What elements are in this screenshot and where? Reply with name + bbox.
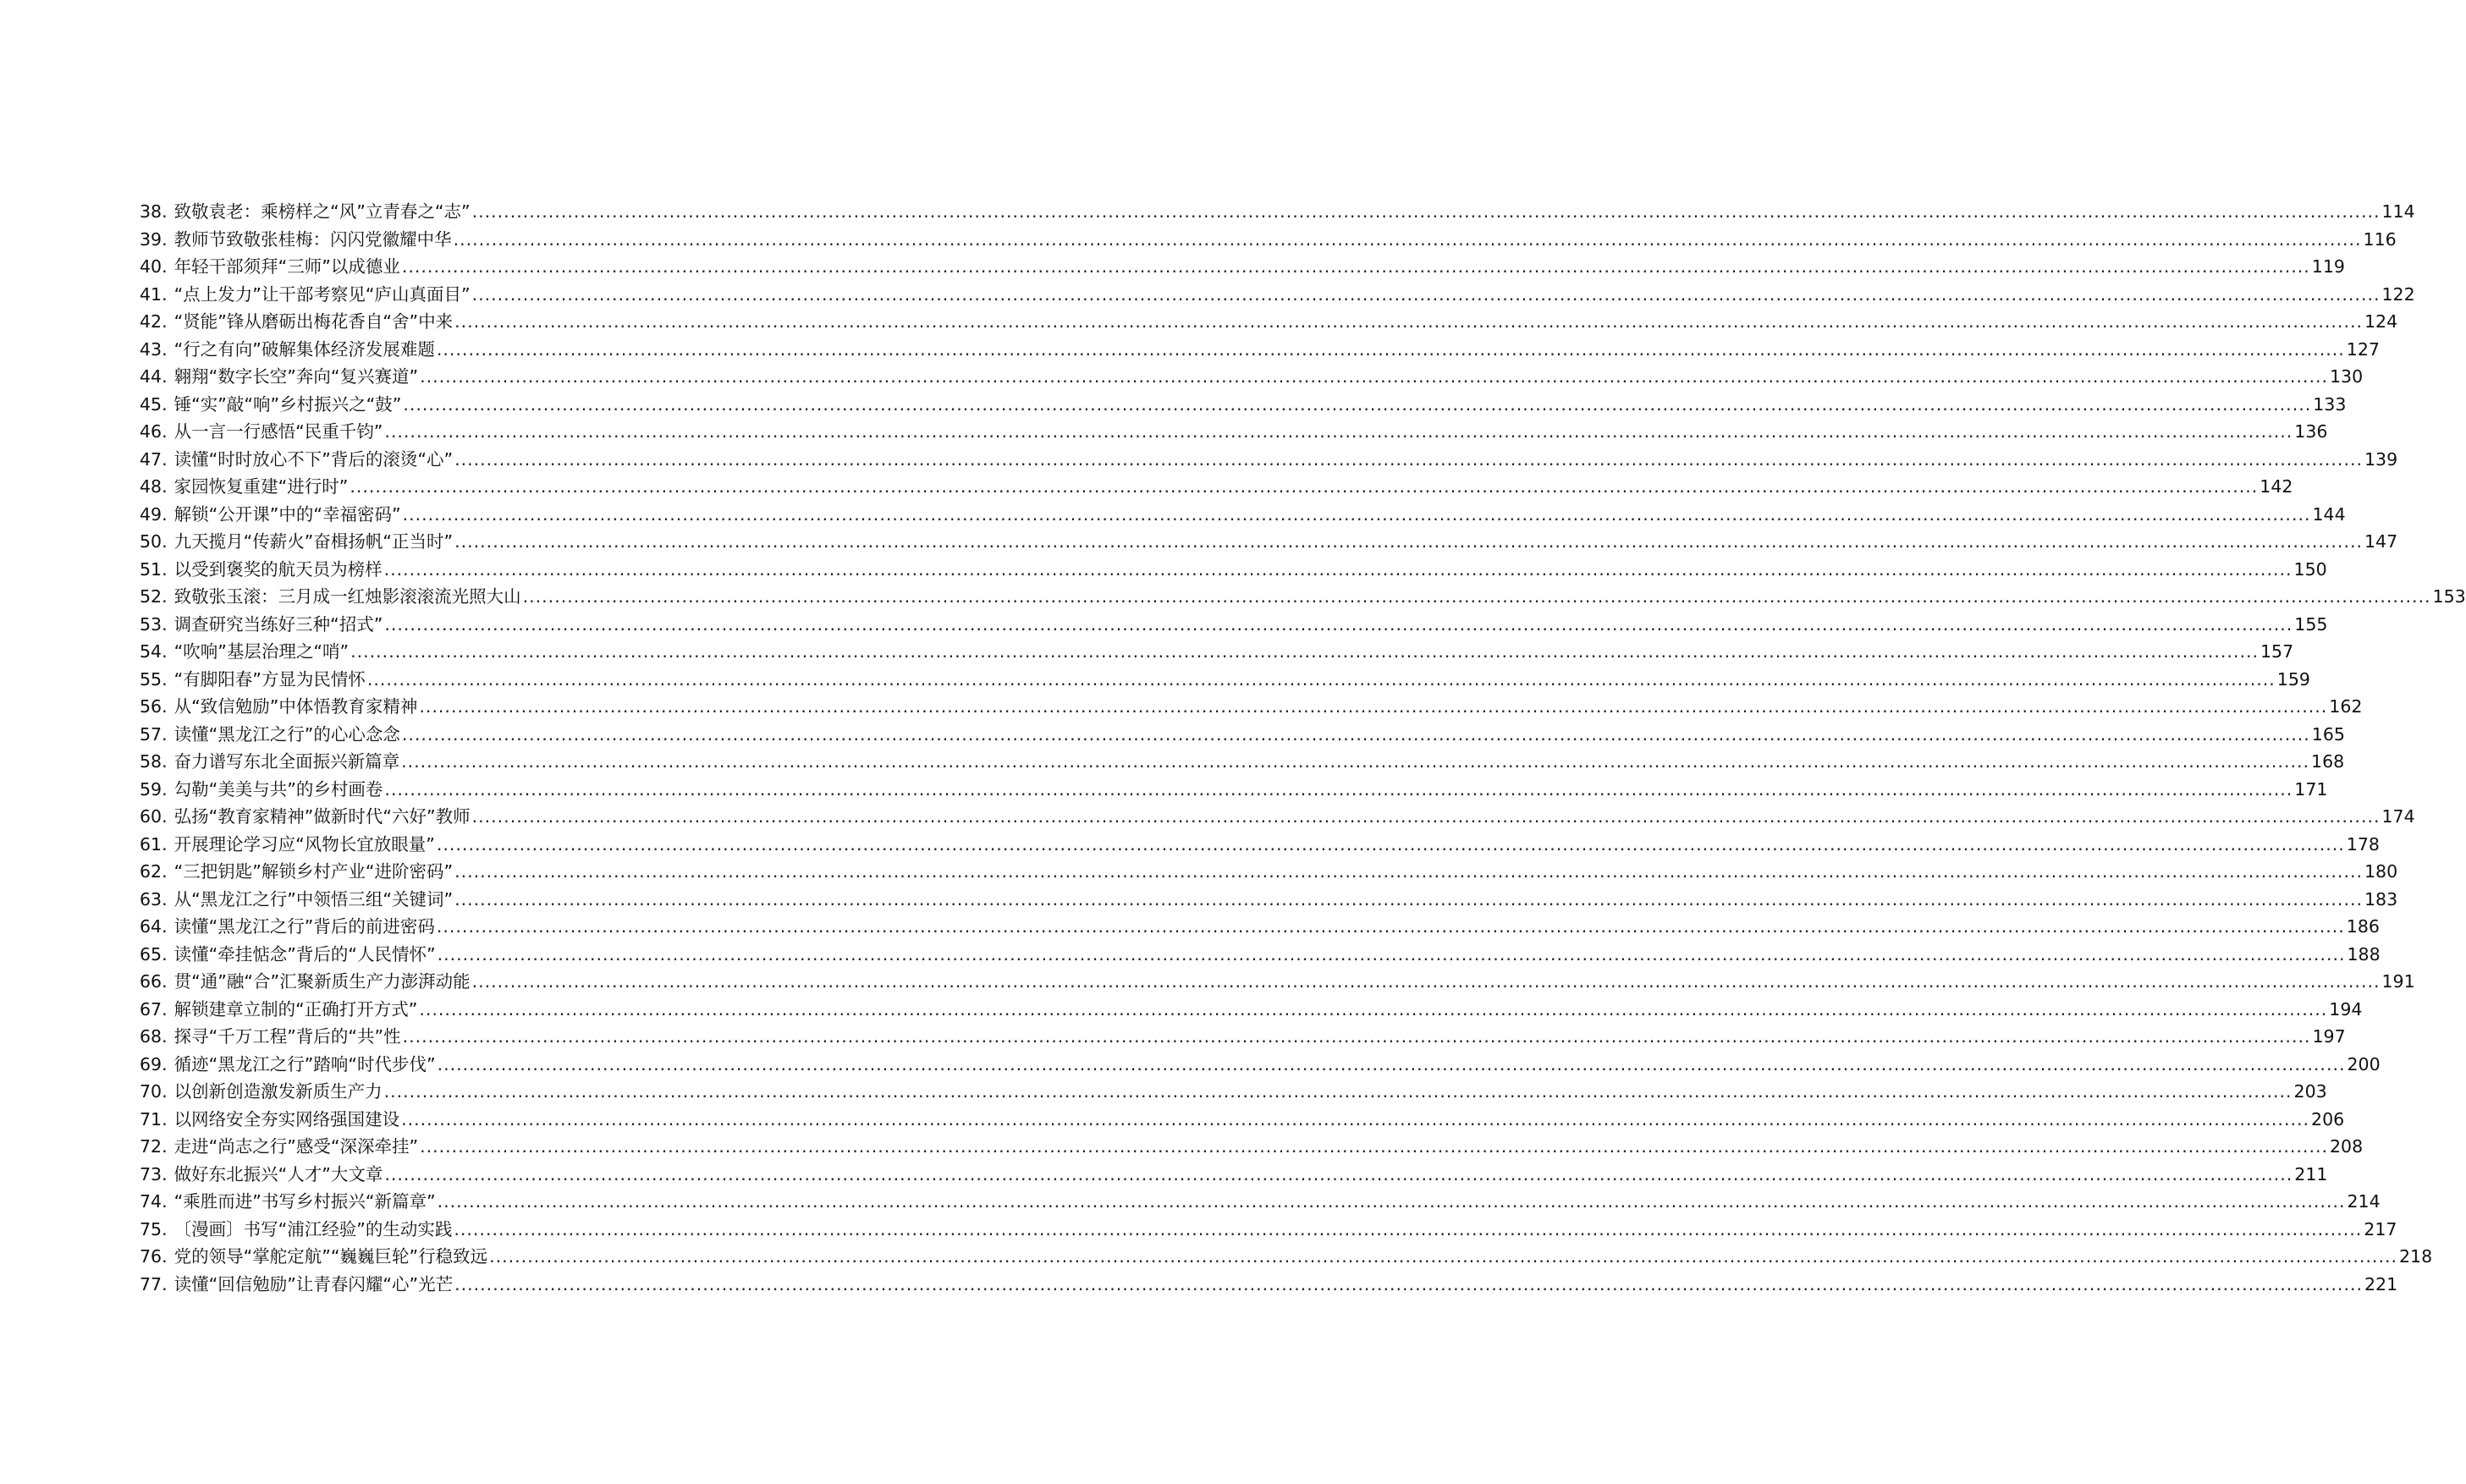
toc-entry[interactable] [140, 583, 2466, 611]
toc-entry-number: 67. [140, 998, 168, 1020]
toc-dot-leader: ............................................................................................................................................................................................................................................................................................................ [471, 283, 2381, 305]
toc-entry-title[interactable]: “点上发力”让干部考察见“庐山真面目” [173, 283, 471, 305]
toc-dot-leader: ............................................................................................................................................................................................................................................................................................................ [401, 256, 2310, 277]
toc-entry-title[interactable]: “有脚阳春”方显为民情怀 [173, 668, 366, 690]
toc-entry-page-number: 133 [2313, 393, 2347, 415]
toc-dot-leader: ............................................................................................................................................................................................................................................................................................................ [454, 861, 2364, 882]
toc-entry-page-number: 180 [2364, 861, 2398, 882]
toc-entry-title[interactable]: 锤“实”敲“响”乡村振兴之“鼓” [173, 393, 402, 415]
toc-entry[interactable] [140, 1023, 2346, 1051]
toc-entry-page-number: 124 [2364, 311, 2398, 332]
toc-entry-page-number: 203 [2293, 1081, 2327, 1102]
toc-entry[interactable] [140, 721, 2345, 749]
toc-entry-number: 72. [140, 1136, 168, 1157]
toc-entry-page-number: 208 [2330, 1136, 2364, 1157]
toc-entry[interactable] [140, 638, 2294, 666]
toc-entry[interactable] [140, 1243, 2433, 1271]
toc-entry-number: 39. [140, 228, 168, 250]
toc-entry-number: 59. [140, 778, 168, 800]
toc-list [140, 198, 2466, 1298]
toc-entry-title[interactable]: 从“致信勉励”中体悟教育家精神 [173, 696, 418, 717]
toc-dot-leader: ............................................................................................................................................................................................................................................................................................................ [366, 668, 2276, 690]
toc-dot-leader: ............................................................................................................................................................................................................................................................................................................ [384, 1163, 2293, 1184]
toc-entry-number: 42. [140, 311, 168, 332]
toc-entry[interactable] [140, 226, 2397, 254]
toc-entry[interactable] [140, 418, 2328, 446]
toc-entry-page-number: 183 [2364, 888, 2398, 910]
toc-entry-number: 71. [140, 1108, 168, 1129]
toc-entry-title[interactable]: 致敬张玉滚：三月成一红烛影滚滚流光照大山 [173, 586, 521, 607]
toc-entry-page-number: 130 [2330, 366, 2364, 387]
toc-dot-leader: ............................................................................................................................................................................................................................................................................................................ [419, 696, 2328, 717]
toc-dot-leader: ............................................................................................................................................................................................................................................................................................................ [454, 531, 2364, 552]
toc-entry-number: 41. [140, 283, 168, 305]
toc-entry-number: 62. [140, 861, 168, 882]
toc-entry-page-number: 119 [2311, 256, 2345, 277]
toc-entry-page-number: 165 [2311, 723, 2345, 745]
toc-entry-number: 58. [140, 751, 168, 772]
toc-entry-title[interactable]: “行之有向”破解集体经济发展难题 [173, 338, 435, 360]
toc-entry[interactable] [140, 831, 2380, 859]
toc-entry-page-number: 200 [2347, 1053, 2381, 1075]
toc-entry-title[interactable]: 探寻“千万工程”背后的“共”性 [173, 1026, 401, 1047]
toc-entry-title[interactable]: 勾勒“美美与共”的乡村画卷 [173, 778, 383, 800]
toc-entry-title[interactable]: “三把钥匙”解锁乡村产业“进阶密码” [173, 861, 454, 882]
toc-entry[interactable] [140, 886, 2398, 914]
table-of-contents [140, 198, 2466, 1298]
toc-entry-page-number: 191 [2381, 971, 2415, 992]
toc-entry-title[interactable]: “吹响”基层治理之“哨” [173, 641, 350, 662]
toc-entry-title[interactable]: “贤能”锋从磨砺出梅花香自“舍”中来 [173, 311, 454, 332]
toc-dot-leader: ............................................................................................................................................................................................................................................................................................................ [489, 1246, 2398, 1267]
toc-entry[interactable] [140, 363, 2364, 391]
toc-entry-title[interactable]: 走进“尚志之行”感受“深深牵挂” [173, 1136, 419, 1157]
toc-entry-page-number: 217 [2364, 1218, 2397, 1239]
toc-dot-leader: ............................................................................................................................................................................................................................................................................................................ [522, 586, 2431, 607]
toc-entry[interactable] [140, 666, 2310, 694]
toc-entry-page-number: 114 [2381, 201, 2415, 222]
toc-entry-page-number: 159 [2276, 668, 2310, 690]
toc-entry[interactable] [140, 1133, 2364, 1161]
toc-entry[interactable] [140, 748, 2345, 776]
toc-entry-title[interactable]: 致敬袁老：乘榜样之“风”立青春之“志” [173, 201, 471, 222]
toc-entry-title[interactable]: 从“黑龙江之行”中领悟三组“关键词” [173, 888, 454, 910]
toc-entry[interactable] [140, 803, 2415, 831]
toc-entry[interactable] [140, 1216, 2397, 1244]
toc-dot-leader: ............................................................................................................................................................................................................................................................................................................ [420, 1136, 2329, 1157]
toc-entry-title[interactable]: 贯“通”融“合”汇聚新质生产力澎湃动能 [173, 971, 471, 992]
toc-entry-number: 54. [140, 641, 168, 662]
toc-dot-leader: ............................................................................................................................................................................................................................................................................................................ [401, 1108, 2310, 1129]
toc-entry-title[interactable]: 读懂“回信勉励”让青春闪耀“心”光芒 [173, 1273, 454, 1294]
toc-entry-page-number: 150 [2293, 558, 2327, 580]
toc-entry-page-number: 144 [2312, 503, 2346, 525]
toc-dot-leader: ............................................................................................................................................................................................................................................................................................................ [437, 1191, 2346, 1212]
toc-entry-page-number: 206 [2311, 1108, 2345, 1129]
toc-dot-leader: ............................................................................................................................................................................................................................................................................................................ [383, 558, 2293, 580]
toc-dot-leader: ............................................................................................................................................................................................................................................................................................................ [454, 311, 2364, 332]
toc-entry-page-number: 197 [2312, 1026, 2346, 1047]
toc-entry-title[interactable]: 党的领导“掌舵定航”“巍巍巨轮”行稳致远 [173, 1246, 488, 1267]
toc-entry-number: 38. [140, 201, 168, 222]
toc-entry-page-number: 194 [2329, 998, 2363, 1020]
toc-entry-page-number: 116 [2363, 228, 2397, 250]
toc-dot-leader: ............................................................................................................................................................................................................................................................................................................ [454, 448, 2364, 470]
toc-dot-leader: ............................................................................................................................................................................................................................................................................................................ [401, 751, 2310, 772]
toc-entry-title[interactable]: 循迹“黑龙江之行”踏响“时代步伐” [173, 1053, 436, 1075]
toc-entry-page-number: 162 [2329, 696, 2363, 717]
toc-dot-leader: ............................................................................................................................................................................................................................................................................................................ [384, 613, 2293, 635]
toc-entry-page-number: 142 [2260, 476, 2293, 497]
toc-entry[interactable] [140, 1078, 2327, 1106]
toc-entry-title[interactable]: 做好东北振兴“人才”大文章 [173, 1163, 383, 1184]
toc-entry-title[interactable]: 教师节致敬张桂梅：闪闪党徽耀中华 [173, 228, 452, 250]
toc-entry[interactable] [140, 1106, 2345, 1134]
toc-entry[interactable] [140, 528, 2398, 556]
toc-entry-number: 45. [140, 393, 168, 415]
toc-entry-number: 40. [140, 256, 168, 277]
toc-entry-page-number: 139 [2364, 448, 2398, 470]
toc-dot-leader: ............................................................................................................................................................................................................................................................................................................ [454, 888, 2364, 910]
toc-entry[interactable] [140, 996, 2363, 1024]
toc-dot-leader: ............................................................................................................................................................................................................................................................................................................ [350, 476, 2259, 497]
toc-entry-number: 52. [140, 586, 168, 607]
toc-entry-number: 70. [140, 1081, 168, 1102]
toc-entry[interactable] [140, 308, 2398, 336]
toc-entry-page-number: 174 [2381, 806, 2415, 827]
toc-entry-number: 44. [140, 366, 168, 387]
toc-entry-number: 47. [140, 448, 168, 470]
toc-entry[interactable] [140, 1161, 2328, 1189]
toc-entry[interactable] [140, 281, 2415, 309]
toc-entry-title[interactable]: 从一言一行感悟“民重千钧” [173, 421, 383, 442]
toc-dot-leader: ............................................................................................................................................................................................................................................................................................................ [437, 1053, 2346, 1075]
toc-entry[interactable] [140, 913, 2380, 941]
toc-entry-title[interactable]: 调查研究当练好三种“招式” [173, 613, 383, 635]
toc-entry-title[interactable]: 读懂“牵挂惦念”背后的“人民情怀” [173, 943, 436, 965]
toc-entry-number: 57. [140, 723, 168, 745]
toc-dot-leader: ............................................................................................................................................................................................................................................................................................................ [454, 1273, 2364, 1294]
toc-entry[interactable] [140, 446, 2398, 474]
toc-entry[interactable] [140, 253, 2345, 281]
toc-dot-leader: ............................................................................................................................................................................................................................................................................................................ [437, 943, 2346, 965]
toc-entry-title[interactable]: 读懂“黑龙江之行”的心心念念 [173, 723, 400, 745]
toc-entry-page-number: 171 [2294, 778, 2328, 800]
toc-entry[interactable] [140, 1051, 2381, 1079]
toc-entry-number: 61. [140, 833, 168, 855]
toc-entry-number: 77. [140, 1273, 168, 1294]
toc-entry[interactable] [140, 693, 2363, 721]
toc-entry-title[interactable]: 翱翔“数字长空”奔向“复兴赛道” [173, 366, 419, 387]
toc-entry-number: 48. [140, 476, 168, 497]
toc-entry-number: 53. [140, 613, 168, 635]
toc-entry-page-number: 127 [2346, 338, 2380, 360]
toc-dot-leader: ............................................................................................................................................................................................................................................................................................................ [453, 228, 2362, 250]
toc-entry-page-number: 168 [2311, 751, 2345, 772]
toc-entry-number: 65. [140, 943, 168, 965]
toc-dot-leader: ............................................................................................................................................................................................................................................................................................................ [471, 971, 2381, 992]
toc-entry[interactable] [140, 776, 2328, 804]
toc-entry-title[interactable]: 家园恢复重建“进行时” [173, 476, 349, 497]
toc-entry-number: 55. [140, 668, 168, 690]
toc-entry-title[interactable]: 年轻干部须拜“三师”以成德业 [173, 256, 400, 277]
toc-entry-title[interactable]: 〔漫画〕书写“浦江经验”的生动实践 [173, 1218, 453, 1239]
toc-entry-page-number: 188 [2347, 943, 2381, 965]
toc-entry-page-number: 153 [2432, 586, 2466, 607]
toc-entry-number: 46. [140, 421, 168, 442]
toc-dot-leader: ............................................................................................................................................................................................................................................................................................................ [383, 1081, 2293, 1102]
toc-dot-leader: ............................................................................................................................................................................................................................................................................................................ [471, 201, 2381, 222]
toc-entry-title[interactable]: 解锁建章立制的“正确打开方式” [173, 998, 418, 1020]
toc-entry-number: 74. [140, 1191, 168, 1212]
toc-dot-leader: ............................................................................................................................................................................................................................................................................................................ [350, 641, 2260, 662]
toc-dot-leader: ............................................................................................................................................................................................................................................................................................................ [402, 503, 2311, 525]
toc-entry-number: 43. [140, 338, 168, 360]
toc-entry[interactable] [140, 391, 2347, 419]
toc-entry-number: 75. [140, 1218, 168, 1239]
toc-entry-number: 63. [140, 888, 168, 910]
toc-entry-title[interactable]: 以创新创造激发新质生产力 [173, 1081, 383, 1102]
toc-entry-title[interactable]: 读懂“时时放心不下”背后的滚烫“心” [173, 448, 454, 470]
toc-dot-leader: ............................................................................................................................................................................................................................................................................................................ [384, 778, 2293, 800]
toc-entry[interactable] [140, 556, 2327, 584]
toc-entry[interactable] [140, 941, 2381, 969]
toc-entry-page-number: 147 [2364, 531, 2398, 552]
toc-entry-title[interactable]: 九天揽月“传薪火”奋楫扬帆“正当时” [173, 531, 454, 552]
toc-entry-page-number: 178 [2346, 833, 2380, 855]
toc-dot-leader: ............................................................................................................................................................................................................................................................................................................ [471, 806, 2381, 827]
toc-entry-number: 73. [140, 1163, 168, 1184]
toc-entry[interactable] [140, 858, 2398, 886]
toc-entry-page-number: 214 [2347, 1191, 2381, 1212]
toc-entry-page-number: 136 [2294, 421, 2328, 442]
toc-entry-title[interactable]: 弘扬“教育家精神”做新时代“六好”教师 [173, 806, 471, 827]
toc-entry-title[interactable]: “乘胜而进”书写乡村振兴“新篇章” [173, 1191, 436, 1212]
toc-entry-number: 50. [140, 531, 168, 552]
toc-entry-title[interactable]: 以受到褒奖的航天员为榜样 [173, 558, 383, 580]
toc-dot-leader: ............................................................................................................................................................................................................................................................................................................ [436, 833, 2345, 855]
toc-entry-page-number: 221 [2364, 1273, 2398, 1294]
toc-dot-leader: ............................................................................................................................................................................................................................................................................................................ [402, 1026, 2311, 1047]
toc-entry-number: 68. [140, 1026, 168, 1047]
toc-entry-number: 76. [140, 1246, 168, 1267]
toc-entry[interactable] [140, 198, 2415, 226]
toc-entry[interactable] [140, 968, 2415, 996]
toc-entry[interactable] [140, 473, 2293, 501]
toc-dot-leader: ............................................................................................................................................................................................................................................................................................................ [403, 393, 2312, 415]
toc-dot-leader: ............................................................................................................................................................................................................................................................................................................ [436, 338, 2345, 360]
toc-dot-leader: ............................................................................................................................................................................................................................................................................................................ [384, 421, 2293, 442]
toc-entry-title[interactable]: 解锁“公开课”中的“幸福密码” [173, 503, 401, 525]
toc-entry-title[interactable]: 读懂“黑龙江之行”背后的前进密码 [173, 916, 435, 937]
toc-entry-number: 69. [140, 1053, 168, 1075]
toc-entry[interactable] [140, 611, 2328, 639]
toc-entry[interactable] [140, 501, 2346, 529]
toc-entry-title[interactable]: 奋力谱写东北全面振兴新篇章 [173, 751, 400, 772]
toc-dot-leader: ............................................................................................................................................................................................................................................................................................................ [419, 998, 2328, 1020]
toc-entry-page-number: 218 [2399, 1246, 2433, 1267]
toc-entry-number: 49. [140, 503, 168, 525]
toc-entry-number: 60. [140, 806, 168, 827]
toc-entry-number: 51. [140, 558, 168, 580]
toc-entry-number: 56. [140, 696, 168, 717]
toc-entry-title[interactable]: 开展理论学习应“风物长宜放眼量” [173, 833, 435, 855]
toc-entry-page-number: 122 [2381, 283, 2415, 305]
toc-entry[interactable] [140, 1271, 2398, 1299]
toc-entry-page-number: 155 [2294, 613, 2328, 635]
toc-entry[interactable] [140, 336, 2380, 364]
toc-entry[interactable] [140, 1188, 2381, 1216]
toc-dot-leader: ............................................................................................................................................................................................................................................................................................................ [454, 1218, 2363, 1239]
toc-dot-leader: ............................................................................................................................................................................................................................................................................................................ [436, 916, 2345, 937]
toc-entry-page-number: 157 [2260, 641, 2294, 662]
toc-dot-leader: ............................................................................................................................................................................................................................................................................................................ [401, 723, 2310, 745]
toc-entry-number: 64. [140, 916, 168, 937]
toc-entry-number: 66. [140, 971, 168, 992]
toc-entry-title[interactable]: 以网络安全夯实网络强国建设 [173, 1108, 400, 1129]
toc-dot-leader: ............................................................................................................................................................................................................................................................................................................ [420, 366, 2329, 387]
toc-entry-page-number: 186 [2346, 916, 2380, 937]
toc-entry-page-number: 211 [2294, 1163, 2328, 1184]
